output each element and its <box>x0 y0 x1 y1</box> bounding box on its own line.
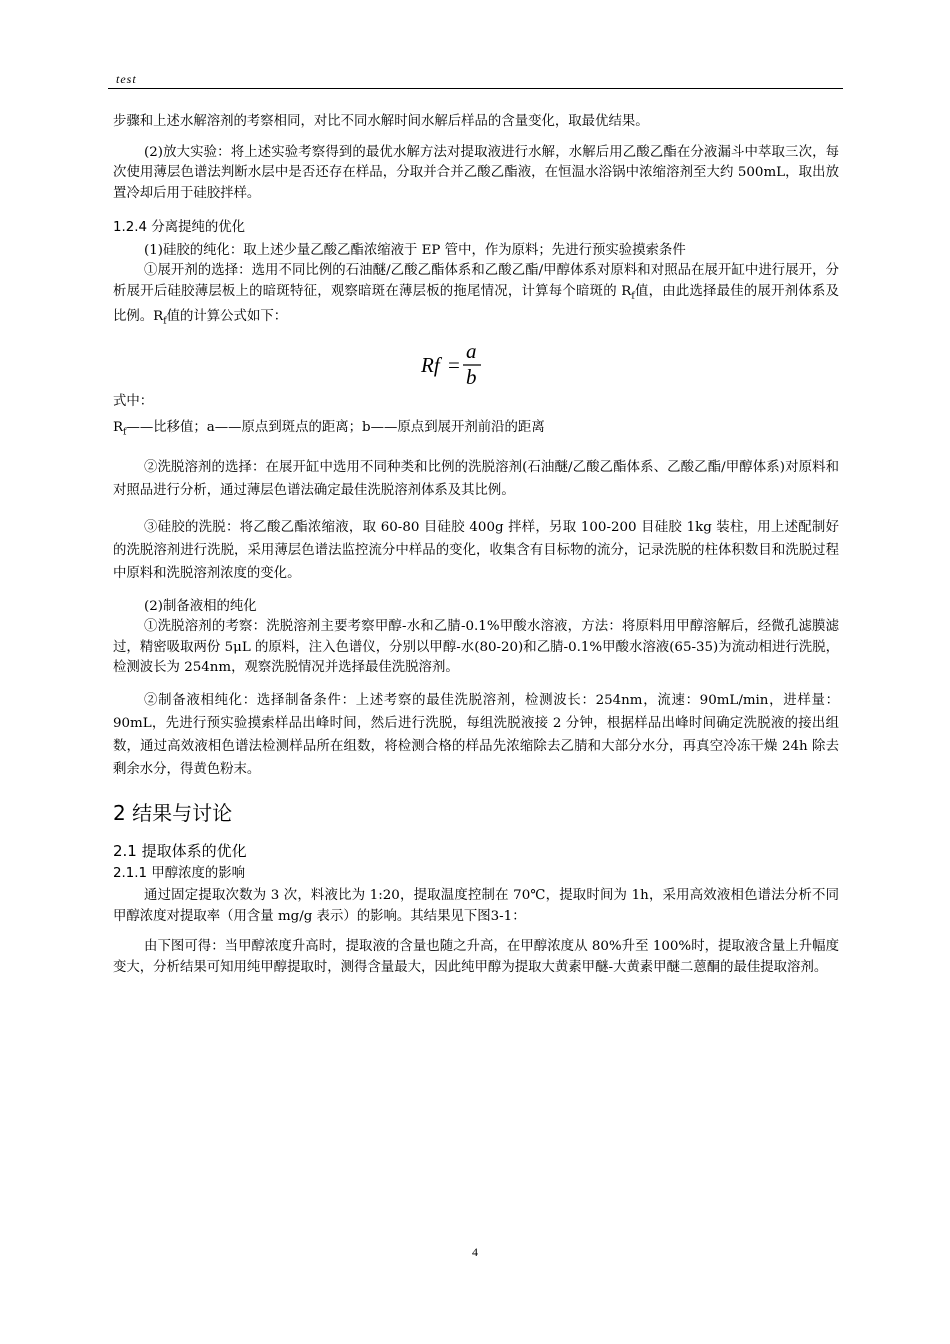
developer-text-c: 值的计算公式如下： <box>166 308 288 324</box>
rf-subscript: f <box>631 291 635 302</box>
rf-subscript: f <box>163 316 167 327</box>
paragraph-scale-up: (2)放大实验：将上述实验考察得到的最优水解方法对提取液进行水解，水解后用乙酸乙酯在分液漏斗中萃取三次，每次使用薄层色谱法判断水层中是否还存在样品，分取并合并乙酸乙酯液，在恒温水浴锅中浓缩溶剂至大约 500mL，取出放置冷却后用于硅胶拌样。 <box>113 144 839 201</box>
section-heading-2-1-1: 2.1.1 甲醇浓度的影响 <box>113 865 246 881</box>
formula-denominator: b <box>466 364 477 386</box>
def-rest: ——比移值；a——原点到斑点的距离；b——原点到展开剂前沿的距离 <box>126 420 545 436</box>
def-r: R <box>113 420 124 436</box>
formula-where-label: 式中： <box>113 393 154 409</box>
formula-equals: = <box>448 352 460 377</box>
paragraph-prep-lc-purification: ②制备液相纯化：选择制备条件：上述考察的最佳洗脱溶剂，检测波长：254nm，流速：90mL/min，进样量：90mL，先进行预实验摸索样品出峰时间，然后进行洗脱，每组洗脱液接 2 分钟，根据样品出峰时间确定洗脱液的接出组数，通过高效液相色谱法检测样品所在组数，将检测合格的样品先浓缩除去乙腈和大部分水分，再真空冷冻干燥 24h 除去剩余水分，得黄色粉末。 <box>113 692 839 777</box>
section-heading-2-1: 2.1 提取体系的优化 <box>113 842 247 861</box>
paragraph-developer-selection <box>113 261 839 332</box>
page-body <box>113 112 839 978</box>
paragraph-prep-lc-heading: (2)制备液相的纯化 <box>144 598 257 614</box>
header-rule <box>108 88 843 89</box>
chapter-heading-2: 2 结果与讨论 <box>113 800 233 825</box>
developer-text-a: ①展开剂的选择：选用不同比例的石油醚/乙酸乙酯体系和乙酸乙酯/甲醇体系对原料和对照品在展开缸中进行展开，分析展开后硅胶薄层板上的暗斑特征，观察暗斑在薄层板的拖尾情况，计算每个暗斑的 R <box>113 263 839 299</box>
formula-definitions <box>113 418 839 443</box>
paragraph-hydrolysis-time: 步骤和上述水解溶剂的考察相同，对比不同水解时间水解后样品的含量变化，取最优结果。 <box>113 114 649 129</box>
section-heading-1-2-4: 1.2.4 分离提纯的优化 <box>113 220 246 235</box>
paragraph-silica-elution: ③硅胶的洗脱：将乙酸乙酯浓缩液，取 60-80 目硅胶 400g 拌样，另取 100-200 目硅胶 1kg 装柱，用上述配制好的洗脱溶剂进行洗脱，采用薄层色谱法监控流分中样品的变化，收集含有目标物的流分，记录洗脱的柱体积数目和洗脱过程中原料和洗脱溶剂浓度的变化。 <box>113 519 839 581</box>
paragraph-silica-purification: (1)硅胶的纯化：取上述少量乙酸乙酯浓缩液于 EP 管中，作为原料；先进行预实验摸索条件 <box>144 242 686 258</box>
formula-lhs: Rf <box>421 352 440 377</box>
paragraph-methanol-concentration: 通过固定提取次数为 3 次，料液比为 1:20，提取温度控制在 70℃，提取时间为 1h，采用高效液相色谱法分析不同甲醇浓度对提取率（用含量 mg/g 表示）的影响。其结果见下图3-1： <box>113 888 839 924</box>
rf-formula <box>113 342 839 386</box>
page-number: 4 <box>472 1245 478 1259</box>
paragraph-results-discussion: 由下图可得：当甲醇浓度升高时，提取液的含量也随之升高，在甲醇浓度从 80%升至 100%时，提取液含量上升幅度变大，分析结果可知用纯甲醇提取时，测得含量最大，因此纯甲醇为提取大黄素甲醚-大黄素甲醚二蒽酮的最佳提取溶剂。 <box>113 939 839 975</box>
formula-numerator: a <box>466 341 477 363</box>
paragraph-eluent-selection: ②洗脱溶剂的选择：在展开缸中选用不同种类和比例的洗脱溶剂(石油醚/乙酸乙酯体系、乙酸乙酯/甲醇体系)对原料和对照品进行分析，通过薄层色谱法确定最佳洗脱溶剂体系及其比例。 <box>113 459 839 498</box>
running-header: test <box>116 72 137 86</box>
def-subscript: f <box>123 428 127 439</box>
developer-text-b: 值，由此选择最佳的展开剂体系及比例。R <box>113 283 840 324</box>
rf-formula-graphic <box>416 342 536 386</box>
paragraph-eluent-study: ①洗脱溶剂的考察：洗脱溶剂主要考察甲醇-水和乙腈-0.1%甲酸水溶液，方法：将原料用甲醇溶解后，经微孔滤膜滤过，精密吸取两份 5μL 的原料，注入色谱仪，分别以甲醇-水(80-20)和乙腈-0.1%甲酸水溶液(65-35)为流动相进行洗脱，检测波长为 254nm，观察洗脱情况并选择最佳洗脱溶剂。 <box>113 619 839 676</box>
